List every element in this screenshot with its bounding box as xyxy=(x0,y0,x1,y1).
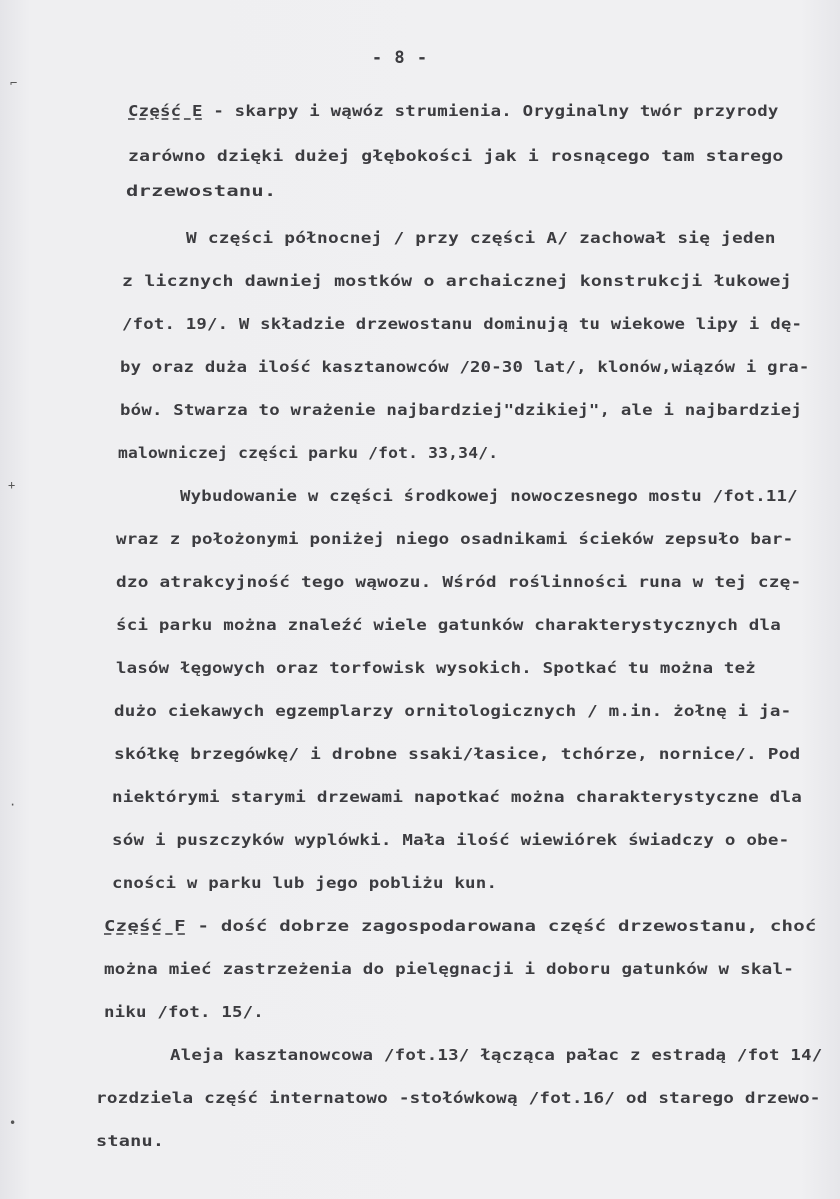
text-line xyxy=(114,745,800,763)
line-text: stanu. xyxy=(96,1132,165,1150)
line-text: - skarpy i wąwóz strumienia. Oryginalny twór przyrody xyxy=(202,102,779,120)
text-line xyxy=(126,182,277,200)
line-text: bów. Stwarza to wrażenie najbardziej"dzikiej", ale i najbardziej xyxy=(120,401,803,419)
section-heading: Część E xyxy=(128,102,203,120)
text-line xyxy=(186,229,776,247)
line-text: /fot. 19/. W składzie drzewostanu dominują tu wiekowe lipy i dę- xyxy=(122,315,803,333)
line-text: cności w parku lub jego pobliżu kun. xyxy=(112,874,498,892)
line-text: z licznych dawniej mostków o archaicznej konstrukcji łukowej xyxy=(122,272,792,290)
margin-mark-top: ⌐ xyxy=(10,76,18,90)
text-line xyxy=(122,315,802,333)
line-text: niektórymi starymi drzewami napotkać można charakterystyczne dla xyxy=(112,788,803,806)
text-line xyxy=(120,358,810,376)
line-text: wraz z położonymi poniżej niego osadnikami ścieków zepsuło bar- xyxy=(116,530,794,548)
text-line xyxy=(122,272,792,290)
text-line xyxy=(180,487,798,505)
line-text: niku /fot. 15/. xyxy=(104,1003,264,1021)
line-text: dzo atrakcyjność tego wąwozu. Wśród roślinności runa w tej czę- xyxy=(116,573,802,591)
text-line xyxy=(128,147,783,165)
line-text: ści parku można znaleźć wiele gatunków charakterystycznych dla xyxy=(116,616,781,634)
line-text: dużo ciekawych egzemplarzy ornitologicznych / m.in. żołnę i ja- xyxy=(114,702,792,720)
text-line xyxy=(112,831,789,849)
section-heading: Część F xyxy=(104,917,186,935)
text-line xyxy=(170,1046,823,1064)
text-line xyxy=(104,917,817,935)
text-line xyxy=(112,874,497,892)
text-line xyxy=(104,1003,264,1021)
text-line xyxy=(116,616,781,634)
text-line xyxy=(96,1089,821,1107)
text-line xyxy=(118,444,498,462)
text-line xyxy=(116,530,793,548)
text-line xyxy=(112,788,802,806)
line-text: - dość dobrze zagospodarowana część drzewostanu, choć xyxy=(185,917,817,935)
margin-mark-lower: · xyxy=(9,798,17,812)
text-line xyxy=(96,1132,164,1150)
line-text: Aleja kasztanowcowa /fot.13/ łącząca pałac z estradą /fot 14/ xyxy=(170,1046,823,1064)
line-text: sów i puszczyków wyplówki. Mała ilość wiewiórek świadczy o obe- xyxy=(112,831,790,849)
line-text: skółkę brzegówkę/ i drobne ssaki/łasice, tchórze, nornice/. Pod xyxy=(114,745,801,763)
text-line xyxy=(120,401,802,419)
text-line xyxy=(116,573,801,591)
line-text: W części północnej / przy części A/ zachował się jeden xyxy=(186,229,776,247)
margin-mark-bottom: • xyxy=(9,1116,17,1130)
line-text: rozdziela część internatowo -stołówkową /fot.16/ od starego drzewo- xyxy=(96,1089,821,1107)
line-text: Wybudowanie w części środkowej nowoczesnego mostu /fot.11/ xyxy=(180,487,798,505)
margin-mark-middle: + xyxy=(8,478,16,492)
line-text: można mieć zastrzeżenia do pielęgnacji i doboru gatunków w skal- xyxy=(104,960,795,978)
text-line xyxy=(116,659,756,677)
line-text: lasów łęgowych oraz torfowisk wysokich. Spotkać tu można też xyxy=(116,659,756,677)
text-line xyxy=(128,102,779,120)
line-text: drzewostanu. xyxy=(126,182,277,200)
page-number: - 8 - xyxy=(371,48,429,68)
line-text: zarówno dzięki dużej głębokości jak i rosnącego tam starego xyxy=(128,147,784,165)
text-line xyxy=(104,960,794,978)
line-text: malowniczej części parku /fot. 33,34/. xyxy=(118,444,499,462)
text-line xyxy=(114,702,791,720)
line-text: by oraz duża ilość kasztanowców /20-30 lat/, klonów,wiązów i gra- xyxy=(120,358,810,376)
